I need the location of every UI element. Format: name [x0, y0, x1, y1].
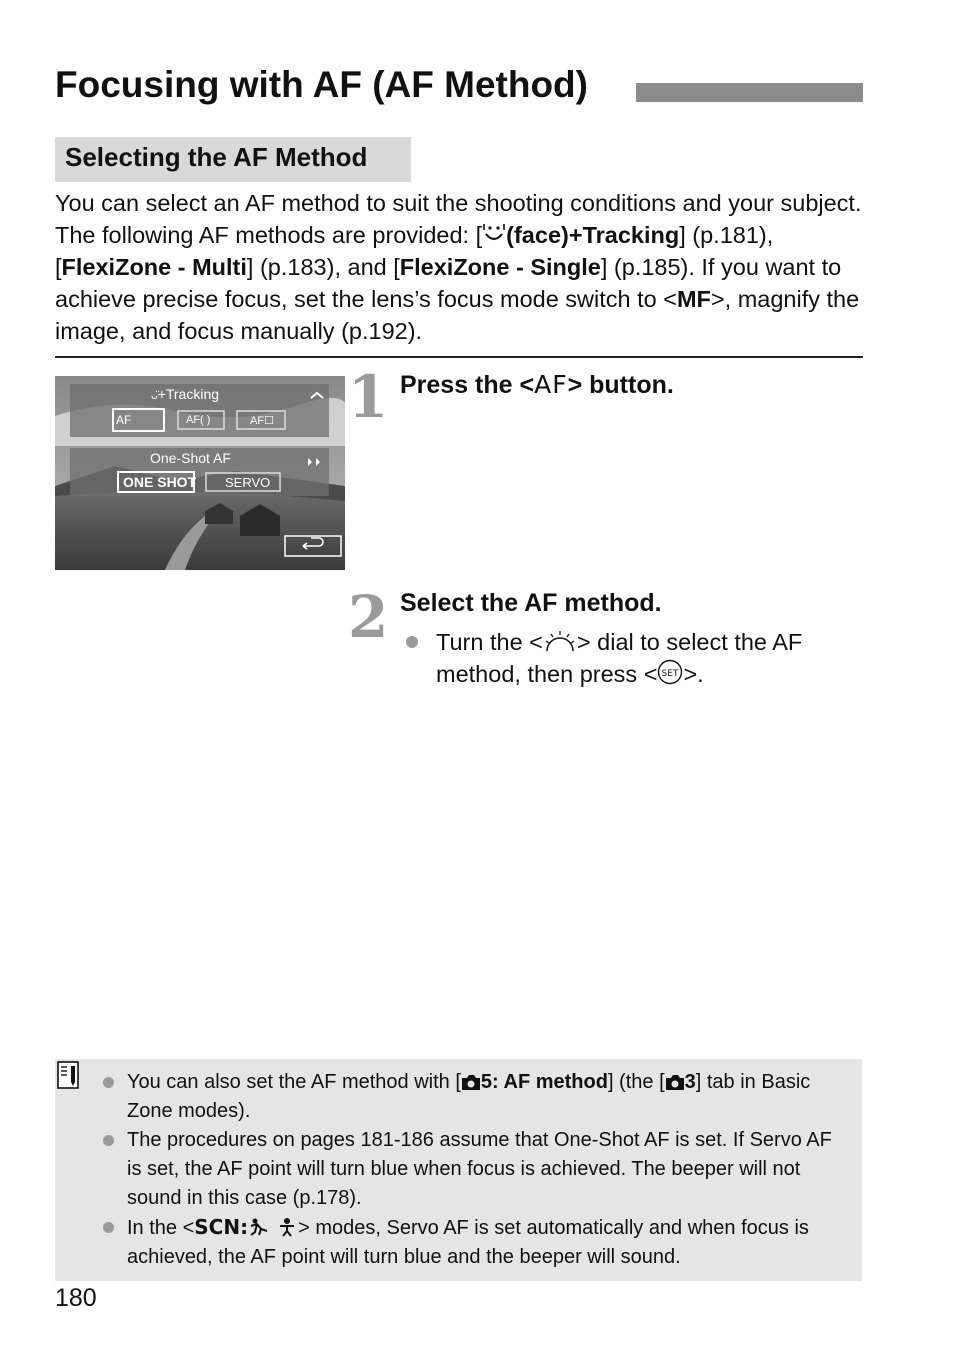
- lcd-method-label: ᴗ̈+Tracking: [151, 386, 220, 402]
- camera-tab-icon: [461, 1073, 481, 1091]
- lcd-servo-option: SERVO: [225, 475, 271, 490]
- lcd-oneshot-option: ONE SHOT: [123, 474, 197, 490]
- title-rule: [636, 83, 863, 102]
- lcd-option-face: AF: [116, 413, 132, 427]
- section-heading: Selecting the AF Method: [55, 137, 411, 182]
- lcd-option-multi: AF( ): [186, 414, 211, 426]
- page-number: 180: [55, 1284, 97, 1312]
- step-2-heading: Select the AF method.: [400, 589, 662, 617]
- page-title: Focusing with AF (AF Method): [55, 64, 588, 105]
- lcd-screen-image: [55, 376, 345, 570]
- bullet-icon: [103, 1077, 114, 1088]
- step-number: 2: [348, 583, 389, 651]
- note-item-2: The procedures on pages 181-186 assume that One-Shot AF is set. If Servo AF is set, the AF point will turn blue when focus is achieved. The beeper will not sound in this case (p.178).: [127, 1126, 847, 1213]
- face-icon: [482, 222, 506, 246]
- svg-text:SET: SET: [661, 669, 679, 679]
- main-dial-icon: [543, 629, 577, 653]
- note-item-1: You can also set the AF method with [ 5: AF method] (the [ 3] tab in Basic Zone modes).: [127, 1068, 847, 1126]
- step-2-bullet: Turn the < > dial to select the AF method, then press < SET >.: [403, 626, 863, 690]
- camera-tab-icon: [665, 1073, 685, 1091]
- divider: [55, 356, 863, 358]
- notes-box: [55, 1059, 862, 1281]
- lcd-option-single: AF☐: [250, 415, 274, 427]
- step-1-heading: Press the <AF> button.: [400, 370, 674, 399]
- lcd-mode-label: One-Shot AF: [150, 450, 231, 466]
- step-number: 1: [348, 363, 389, 431]
- intro-paragraph: You can select an AF method to suit the shooting conditions and your subject. The following AF methods are provided: [ (face)+Tracking] (p.181), [FlexiZone - Multi] (p.183), and [FlexiZone - Single] (p.185). If you want to achieve precise focus, set the lens’s focus mode switch to <MF>, magnify the image, and focus manually (p.192).: [55, 190, 862, 344]
- note-pencil-icon: [57, 1061, 79, 1089]
- kids-mode-icon: [276, 1217, 298, 1237]
- sports-mode-icon: [248, 1217, 276, 1237]
- note-item-3: In the <SCN: > modes, Servo AF is set automatically and when focus is achieved, the AF point will turn blue and the beeper will sound.: [127, 1213, 847, 1272]
- set-button-icon: [657, 659, 683, 685]
- bullet-icon: [103, 1222, 114, 1233]
- af-button-icon: AF: [534, 370, 568, 399]
- bullet-icon: [103, 1135, 114, 1146]
- bullet-icon: [406, 636, 418, 648]
